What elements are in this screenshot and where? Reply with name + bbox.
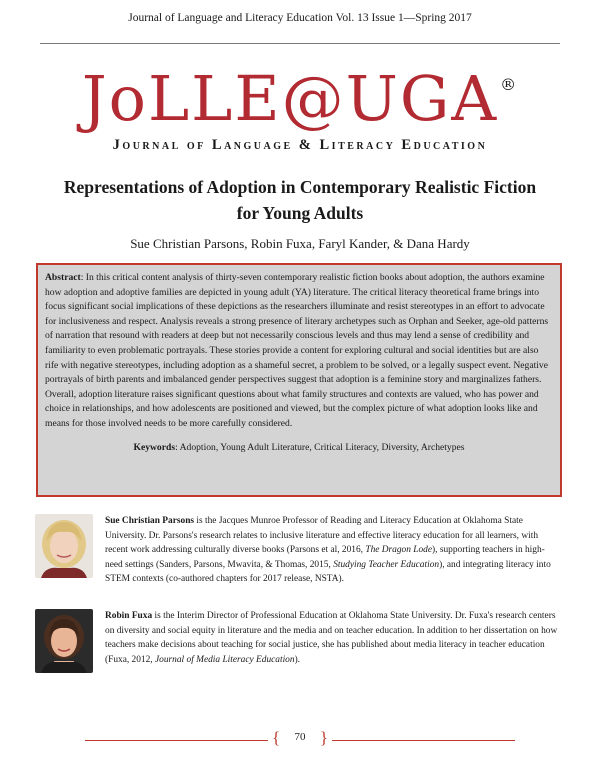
abstract-box <box>36 263 562 497</box>
bio-name: Sue Christian Parsons <box>105 516 195 526</box>
author-bio-fuxa <box>35 609 563 679</box>
journal-name: Journal of Language & Literacy Education <box>112 137 488 153</box>
logo-text: JoLLE@UGA ® <box>81 62 519 135</box>
footer-rule-right <box>332 740 515 741</box>
footer-rule-left <box>85 740 268 741</box>
bio-text-parsons: Sue Christian Parsons is the Jacques Munroe Professor of Reading and Literacy Education at Oklahoma State University. Dr. Parsons's research relates to inclusive literature and effective literacy education for all learners, with recent work addressing culturally diverse books (Parsons et al, 2016, The Dragon Lode), supporting teachers in high-need settings (Sanders, Parsons, Mwavita, & Thomas, 2015, Studying Teacher Education), and integrating literacy into STEM contexts (co-authored chapters for 2017 release, NSTA). <box>105 516 551 584</box>
journal-logo <box>0 62 600 135</box>
bio-text-fuxa: Robin Fuxa is the Interim Director of Professional Education at Oklahoma State University. Dr. Fuxa's research centers on diversity and social equity in literature and the media and on teacher education. In addition to her dissertation on how teachers make decisions about teaching for social justice, she has published about media literacy in teacher education (Fuxa, 2012, Journal of Media Literacy Education). <box>105 611 558 665</box>
bio-name: Robin Fuxa <box>105 611 153 621</box>
registered-mark: ® <box>500 75 519 94</box>
abstract-paragraph <box>45 271 553 432</box>
page-number: { 70 } <box>272 728 328 747</box>
author-bio-parsons <box>35 514 563 584</box>
header-rule <box>40 43 560 44</box>
right-brace-icon: } <box>319 728 328 747</box>
running-head: Journal of Language and Literacy Education Vol. 13 Issue 1—Spring 2017 <box>128 12 472 24</box>
author-photo-fuxa <box>35 609 93 673</box>
abstract-text: : In this critical content analysis of thirty-seven contemporary realistic fiction books about adoption, the authors examine how adoption and adoptive families are depicted in young adult (YA) literature. The critical literacy theoretical frame brings into focus significant social implications of these depictions as the researchers illuminate and resist stereotypes in an effort to advocate for inclusiveness and respect. Analysis reveals a strong presence of literary archetypes such as Orphan and Seeker, age-old patterns of narration that resound with readers at deep but not necessarily conscious levels and thus may lend a sense of credibility and familiarity to even problematic portrayals. These stories provide a content for exploring cultural and social identities but are also rife with negative stereotypes, including adoption as a shameful secret, a problem to be solved, or a legally suspect event. Negative portrayals of birth parents and imbalanced gender perspectives suggest that adoption is a feminine story and marginalizes fathers. Overall, adoption literature raises significant questions about what family structures and contexts are valued, who has power and choice in relationships, and how adolescents are positioned and viewed, but the complex picture of what adoption looks like and means for those involved needs to be more carefully considered. <box>45 272 549 429</box>
left-brace-icon: { <box>272 728 281 747</box>
article-authors: Sue Christian Parsons, Robin Fuxa, Faryl Kander, & Dana Hardy <box>130 236 470 251</box>
article-title: Representations of Adoption in Contemporary Realistic Fiction for Young Adults <box>63 177 537 223</box>
abstract-label: Abstract <box>45 272 81 283</box>
author-photo-parsons <box>35 514 93 578</box>
keywords-text: : Adoption, Young Adult Literature, Critical Literacy, Diversity, Archetypes <box>175 441 465 453</box>
keywords <box>45 441 553 456</box>
keywords-label: Keywords <box>133 441 176 453</box>
